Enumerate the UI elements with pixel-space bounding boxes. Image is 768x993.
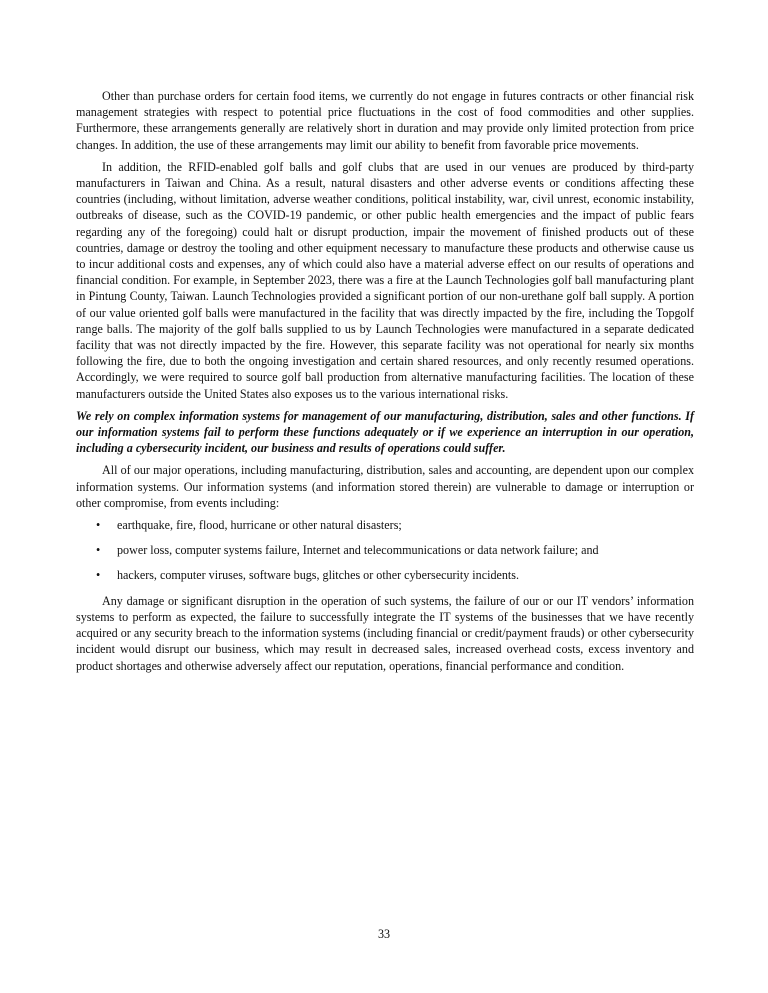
bullet-icon: • bbox=[96, 518, 101, 533]
paragraph-manufacturers: In addition, the RFID-enabled golf balls and golf clubs that are used in our venues are produced by third-party manufacturers in Taiwan and China. As a result, natural disasters and other adverse events or conditions affecting these countries (including, without limitation, adverse weather conditions, political instability, war, civil unrest, economic instability, outbreaks of disease, such as the COVID-19 pandemic, or other public health emergencies and the impact of public fears regarding any of the foregoing) could halt or disrupt production, impair the movement of finished products out of these countries, damage or destroy the tooling and other equipment necessary to manufacture these products and otherwise cause us to incur additional costs and expenses, any of which could also have a material adverse effect on our results of operations and financial condition. For example, in September 2023, there was a fire at the Launch Technologies golf ball manufacturing plant in Pintung County, Taiwan. Launch Technologies provided a significant portion of our non-urethane golf ball supply. A portion of our value oriented golf balls were manufactured in the facility that was directly impacted by the fire, including the Topgolf range balls. The majority of the golf balls supplied to us by Launch Technologies were manufactured in a separate dedicated facility that was not directly impacted by the fire. However, this separate facility was not operational for nearly six months following the fire, due to both the ongoing investigation and certain shared resources, and only recently resumed operations. Accordingly, we were required to source golf ball production from alternative manufacturing facilities. The location of these manufacturers outside the United States also exposes us to the various international risks. bbox=[76, 159, 694, 401]
list-item bbox=[76, 542, 694, 558]
list-item-text: power loss, computer systems failure, Internet and telecommunications or data network failure; and bbox=[117, 543, 599, 558]
page-content bbox=[76, 88, 694, 680]
page-number: 33 bbox=[377, 927, 391, 941]
bullet-icon: • bbox=[96, 568, 101, 583]
bullet-icon: • bbox=[96, 543, 101, 558]
paragraph-information-systems: All of our major operations, including manufacturing, distribution, sales and accounting, are dependent upon our complex information systems. Our information systems (and information stored therein) are vulnerable to damage or interruption or other compromise, from events including: bbox=[76, 463, 694, 510]
list-item bbox=[76, 517, 694, 533]
paragraph-disruption: Any damage or significant disruption in the operation of such systems, the failure of our or our IT vendors’ information systems to perform as expected, the failure to successfully integrate the IT systems of the businesses that we have recently acquired or any security breach to the information systems (including financial or credit/payment frauds) or other cybersecurity incident would disrupt our business, which may result in decreased sales, increased overhead costs, excess inventory and product shortages and otherwise adversely affect our reputation, operations, financial performance and condition. bbox=[76, 593, 694, 673]
list-item-text: hackers, computer viruses, software bugs, glitches or other cybersecurity incidents. bbox=[117, 568, 519, 583]
list-item bbox=[76, 567, 694, 583]
risk-event-list bbox=[76, 517, 694, 584]
risk-factor-heading: We rely on complex information systems for management of our manufacturing, distribution, sales and other functions. If our information systems fail to perform these functions adequately or if we experience an interruption in our operation, including a cybersecurity incident, our business and results of operations could suffer. bbox=[76, 408, 694, 456]
paragraph-price-risk: Other than purchase orders for certain food items, we currently do not engage in futures contracts or other financial risk management strategies with respect to potential price fluctuations in the cost of food commodities and other supplies. Furthermore, these arrangements generally are relatively short in duration and may provide only limited protection from price changes. In addition, the use of these arrangements may limit our ability to benefit from favorable price movements. bbox=[76, 89, 694, 152]
list-item-text: earthquake, fire, flood, hurricane or other natural disasters; bbox=[117, 518, 402, 533]
